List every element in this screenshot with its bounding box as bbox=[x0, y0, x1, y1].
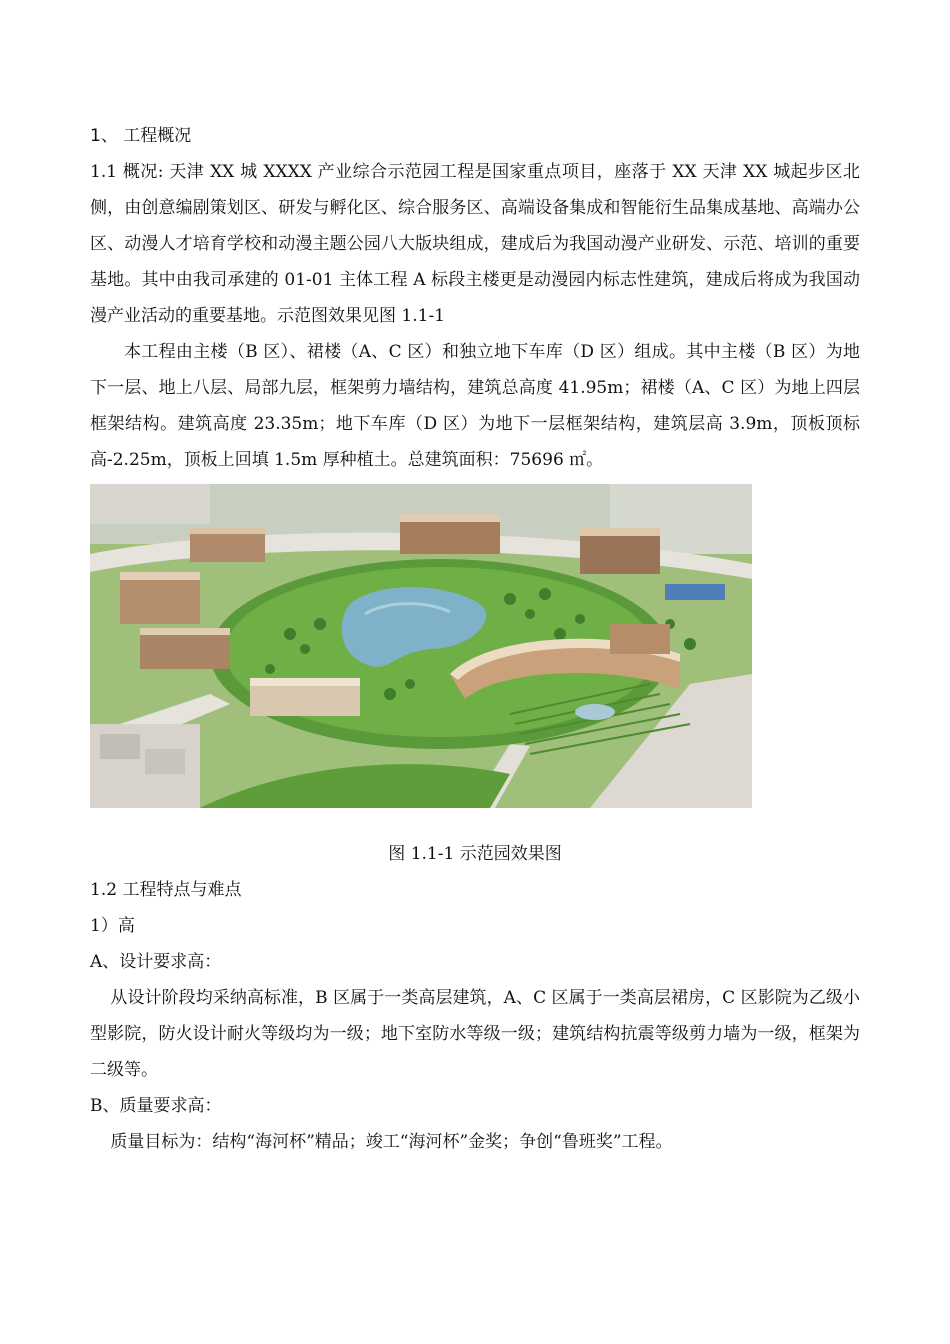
item-b-title: B、质量要求高： bbox=[90, 1096, 222, 1116]
list-item-high: 1）高 bbox=[90, 916, 135, 936]
item-a-body: 从设计阶段均采纳高标准，B 区属于一类高层建筑，A、C 区属于一类高层裙房，C 区影院为乙级小型影院，防火设计耐火等级均为一级；地下室防水等级一级；建筑结构抗震等级剪力墙为一级，框架为二级等。 bbox=[90, 988, 860, 1080]
figure-caption: 图 1.1-1 示范园效果图 bbox=[388, 844, 562, 864]
composition-paragraph: 本工程由主楼（B 区）、裙楼（A、C 区）和独立地下车库（D 区）组成。其中主楼（B 区）为地下一层、地上八层、局部九层，框架剪力墙结构，建筑总高度 41.95m；裙楼（A、C 区）为地上四层框架结构。建筑高度 23.35m；地下车库（D 区）为地下一层框架结构，建筑层高 3.9m，顶板顶标高-2.25m，顶板上回填 1.5m 厚种植土。总建筑面积：75696 ㎡。 bbox=[90, 342, 860, 470]
subsection-heading: 1.2 工程特点与难点 bbox=[90, 880, 242, 900]
overview-paragraph: 1.1 概况: 天津 XX 城 XXXX 产业综合示范园工程是国家重点项目，座落于 XX 天津 XX 城起步区北侧，由创意编剧策划区、研发与孵化区、综合服务区、高端设备集成和智能衍生品集成基地、高端办公区、动漫人才培育学校和动漫主题公园八大版块组成，建成后为我国动漫产业研发、示范、培训的重要基地。其中由我司承建的 01-01 主体工程 A 标段主楼更是动漫园内标志性建筑，建成后将成为我国动漫产业活动的重要基地。示范图效果见图 1.1-1 bbox=[90, 162, 860, 326]
item-a-title: A、设计要求高： bbox=[90, 952, 222, 972]
park-rendering-image bbox=[90, 484, 752, 808]
document-page bbox=[90, 118, 860, 1160]
item-b-body: 质量目标为：结构“海河杯”精品；竣工“海河杯”金奖；争创“鲁班奖”工程。 bbox=[110, 1132, 673, 1152]
section-heading: 1、 工程概况 bbox=[90, 126, 192, 146]
